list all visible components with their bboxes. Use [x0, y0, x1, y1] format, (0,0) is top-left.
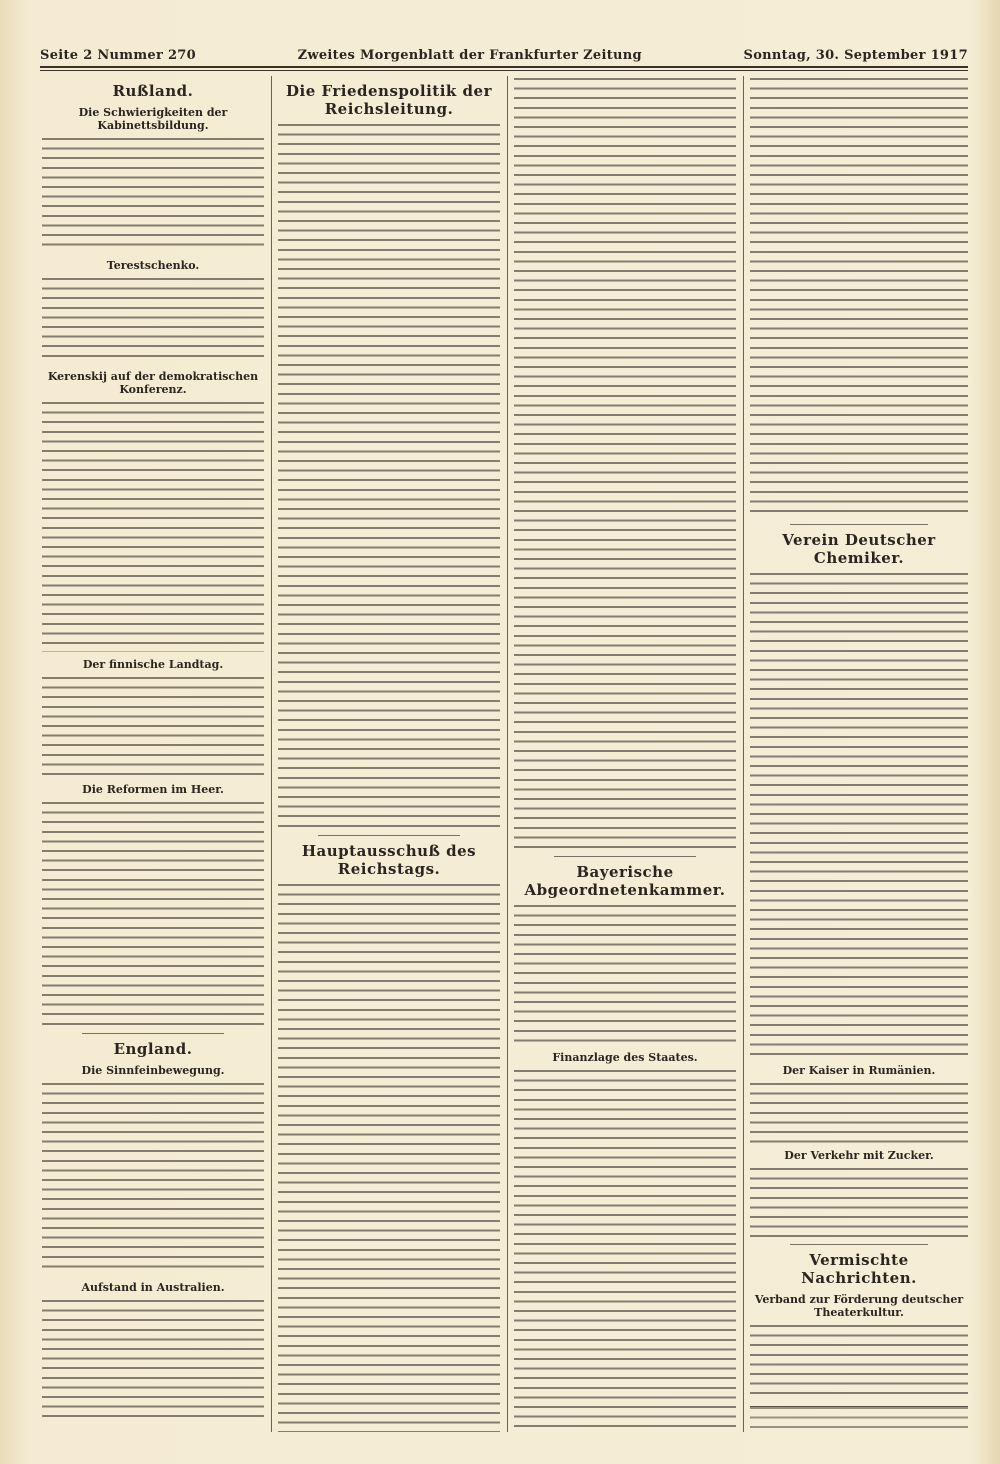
column-1: [42, 76, 264, 1432]
article-body: [278, 884, 500, 1432]
subheading: Aufstand in Australien.: [81, 1281, 225, 1294]
article-body: [42, 1300, 264, 1420]
article-body: [514, 78, 736, 850]
article-body: [42, 278, 264, 364]
subheading: Der Verkehr mit Zucker.: [784, 1149, 934, 1162]
article-body: [42, 677, 264, 777]
column-rule: [507, 76, 508, 1432]
section-title-miscellaneous: Vermischte Nachrichten.: [801, 1251, 917, 1287]
article-body: [750, 1083, 968, 1143]
article-body: [42, 402, 264, 652]
stock-listing-block: [750, 1406, 968, 1432]
section-title-russia: Rußland.: [112, 82, 194, 100]
section-title-england: England.: [113, 1040, 193, 1058]
subheading: Die Reformen im Heer.: [82, 783, 224, 796]
column-4: [750, 76, 968, 1432]
article-body: [278, 124, 500, 829]
article-body: [750, 1325, 968, 1400]
masthead-rule: [40, 70, 968, 71]
divider: [554, 856, 696, 857]
section-title-peace-policy: Die Friedenspolitik der Reichsleitung.: [286, 82, 492, 118]
divider: [318, 835, 460, 836]
article-body: [514, 1070, 736, 1432]
article-body: [42, 802, 264, 1027]
article-body: [42, 1083, 264, 1275]
column-rule: [743, 76, 744, 1432]
article-body: [750, 1168, 968, 1238]
subheading: Terestschenko.: [106, 259, 200, 272]
subheading: Kerenskij auf der demokratischen Konferenz.: [47, 370, 259, 396]
subheading: Die Sinnfeinbewegung.: [81, 1064, 225, 1077]
section-title-bavarian-chamber: Bayerische Abgeordnetenkammer.: [524, 863, 726, 899]
divider: [790, 1244, 928, 1245]
section-title-main-committee: Hauptausschuß des Reichstags.: [301, 842, 477, 878]
column-rule: [271, 76, 272, 1432]
newspaper-title: Zweites Morgenblatt der Frankfurter Zeitung: [297, 48, 642, 63]
subheading: Der Kaiser in Rumänien.: [782, 1064, 936, 1077]
section-title-chemists: Verein Deutscher Chemiker.: [782, 531, 936, 567]
divider: [790, 524, 928, 525]
subheading: Der finnische Landtag.: [82, 658, 224, 671]
subheading: Verband zur Förderung deutscher Theaterkultur.: [754, 1293, 964, 1319]
article-body: [750, 78, 968, 518]
subheading: Finanzlage des Staates.: [552, 1051, 698, 1064]
divider: [82, 1033, 224, 1034]
article-body: [750, 573, 968, 1058]
issue-date: Sonntag, 30. September 1917: [743, 48, 968, 63]
article-body: [42, 138, 264, 253]
page-number: Seite 2 Nummer 270: [40, 48, 196, 63]
column-3: [514, 76, 736, 1432]
column-2: [278, 76, 500, 1432]
subheading: Die Schwierigkeiten der Kabinettsbildung.: [78, 106, 228, 132]
masthead: [40, 44, 968, 68]
article-body: [514, 905, 736, 1045]
